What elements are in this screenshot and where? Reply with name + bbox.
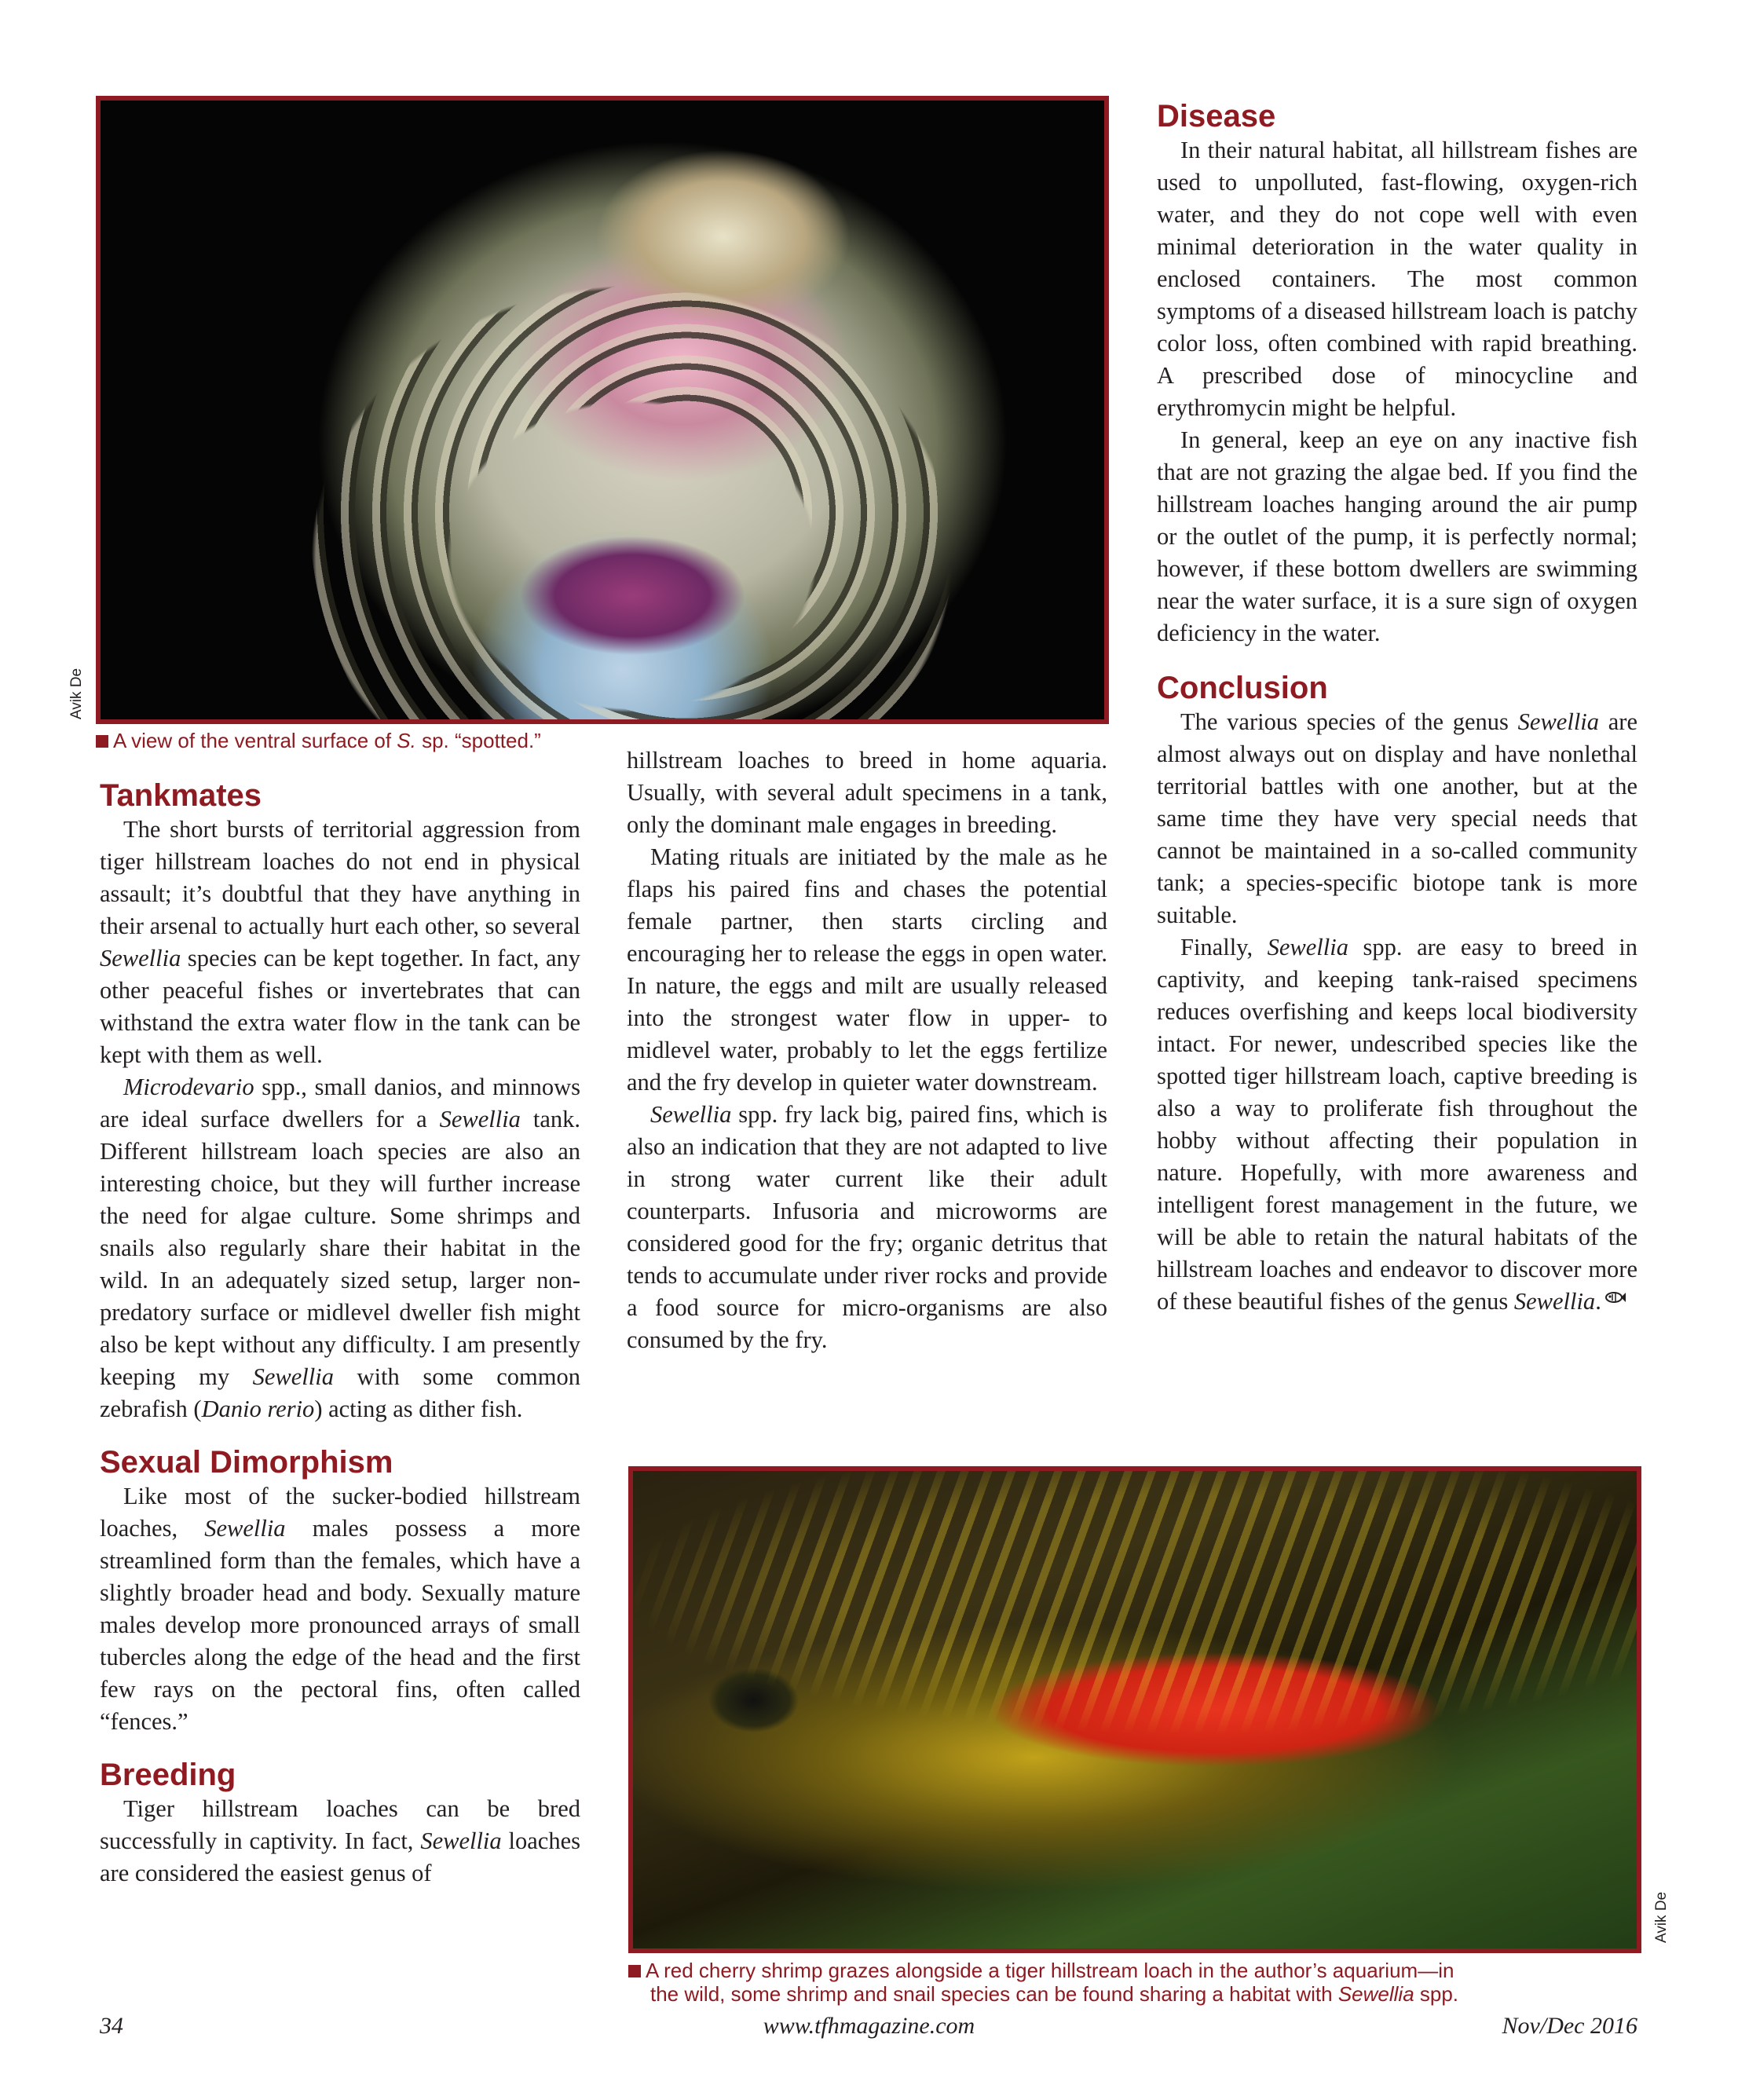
fish-end-mark-icon — [1604, 1290, 1626, 1304]
tankmates-paragraph-1: The short bursts of territorial aggression from tiger hillstream loaches do not end in physical assault; it’s doubtful that they have anything in their arsenal to actually hurt each other, so several Sewellia species can be kept together. In fact, any other peaceful fishes or invertebrates that can withstand the extra water flow in the tank can be kept with them as well. — [100, 816, 580, 1068]
loach-pattern — [633, 1471, 1637, 1805]
column-right — [1157, 98, 1637, 1318]
photo-caption-bottom: A red cherry shrimp grazes alongside a tiger hillstream loach in the author’s aquarium—in the wild, some shrimp and snail species can be found sharing a habitat with Sewellia spp. — [628, 1959, 1649, 2006]
heading-disease: Disease — [1157, 99, 1276, 134]
heading-conclusion: Conclusion — [1157, 671, 1328, 705]
heading-tankmates: Tankmates — [100, 778, 262, 813]
breeding-paragraph-1: Tiger hillstream loaches can be bred successfully in captivity. In fact, Sewellia loaches are considered the easiest genus of — [100, 1795, 580, 1886]
shrimp-and-loach-photo — [628, 1466, 1641, 1953]
caption-bullet-icon — [628, 1965, 641, 1977]
conclusion-paragraph-2: Finally, Sewellia spp. are easy to breed in captivity, and keeping tank-raised specimens reduces overfishing and keeps local biodiversity intact. For newer, undescribed species like the spotted tiger hillstream loach, captive breeding is also a way to proliferate fish throughout the hobby without affecting their population in nature. Hopefully, with more awareness and intelligent forest management in the future, we will be able to retain the natural habitats of the hillstream loaches and endeavor to discover more of these beautiful fishes of the genus Sewellia. — [1157, 934, 1637, 1315]
disease-paragraph-2: In general, keep an eye on any inactive fish that are not grazing the algae bed. If you find the hillstream loaches hanging around the air pump or the outlet of the pump, it is perfectly normal; however, if these bottom dwellers are swimming near the water surface, it is a sure sign of oxygen deficiency in the water. — [1157, 426, 1637, 646]
caption-bullet-icon — [96, 735, 108, 748]
conclusion-paragraph-1: The various species of the genus Sewellia are almost always out on display and have nonlethal territorial battles with one another, but at the same time they have very special needs that cannot be maintained in a so-called community tank; a species-specific biotope tank is more suitable. — [1157, 708, 1638, 928]
issue-date: Nov/Dec 2016 — [1502, 2013, 1637, 2039]
photo-caption-top: A view of the ventral surface of S. sp. “spotted.” — [96, 729, 646, 752]
tankmates-paragraph-2: Microdevario spp., small danios, and minnows are ideal surface dwellers for a Sewellia tank. Different hillstream loach species are also an interesting choice, but they will further increase the need for algae culture. Some shrimps and snails also regularly share their habitat in the wild. In an adequately sized setup, larger non-predatory surface or midlevel dweller fish might also be kept without any difficulty. I am presently keeping my Sewellia with some common zebrafish (Danio rerio) acting as dither fish. — [100, 1074, 580, 1422]
breeding-paragraph-2: Mating rituals are initiated by the male as he flaps his paired fins and chases the potential female partner, then starts circling and encouraging her to release the eggs in open water. In nature, the eggs and milt are usually released into the strongest water flow in upper- to midlevel water, probably to let the eggs fertilize and the fry develop in quieter water downstream. — [627, 843, 1107, 1096]
heading-breeding: Breeding — [100, 1758, 236, 1792]
dimorphism-paragraph: Like most of the sucker-bodied hillstream loaches, Sewellia males possess a more streamlined form than the females, which have a slightly broader head and body. Sexually mature males develop more pronounced arrays of small tubercles along the edge of the head and the first few rays on the pectoral fins, often called “fences.” — [100, 1483, 580, 1735]
ventral-surface-photo — [96, 96, 1109, 724]
footer-url: www.tfhmagazine.com — [763, 2013, 975, 2039]
column-left — [100, 777, 580, 1890]
breeding-paragraph-3: Sewellia spp. fry lack big, paired fins, which is also an indication that they are not adapted to live in strong water current like their adult counterparts. Infusoria and microworms are considered good for the fry; organic detritus that tends to accumulate under river rocks and provide a food source for micro-organisms are also consumed by the fry. — [627, 1101, 1107, 1353]
breeding-paragraph-1-continued: hillstream loaches to breed in home aquaria. Usually, with several adult specimens in a tank, only the dominant male engages in breeding. — [627, 747, 1107, 838]
page-number: 34 — [100, 2013, 123, 2039]
heading-sexual-dimorphism: Sexual Dimorphism — [100, 1445, 393, 1480]
disease-paragraph-1: In their natural habitat, all hillstream fishes are used to unpolluted, fast-flowing, oxygen-rich water, and they do not cope well with even minimal deterioration in the water quality in enclosed containers. The most common symptoms of a diseased hillstream loach is patchy color loss, often combined with rapid breathing. A prescribed dose of minocycline and erythromycin might be helpful. — [1157, 137, 1637, 421]
photo-credit-top: Avik De — [68, 668, 85, 719]
column-middle — [627, 745, 1107, 1356]
photo-credit-bottom: Avik De — [1653, 1891, 1670, 1943]
fin-rays-pattern — [181, 175, 1084, 719]
